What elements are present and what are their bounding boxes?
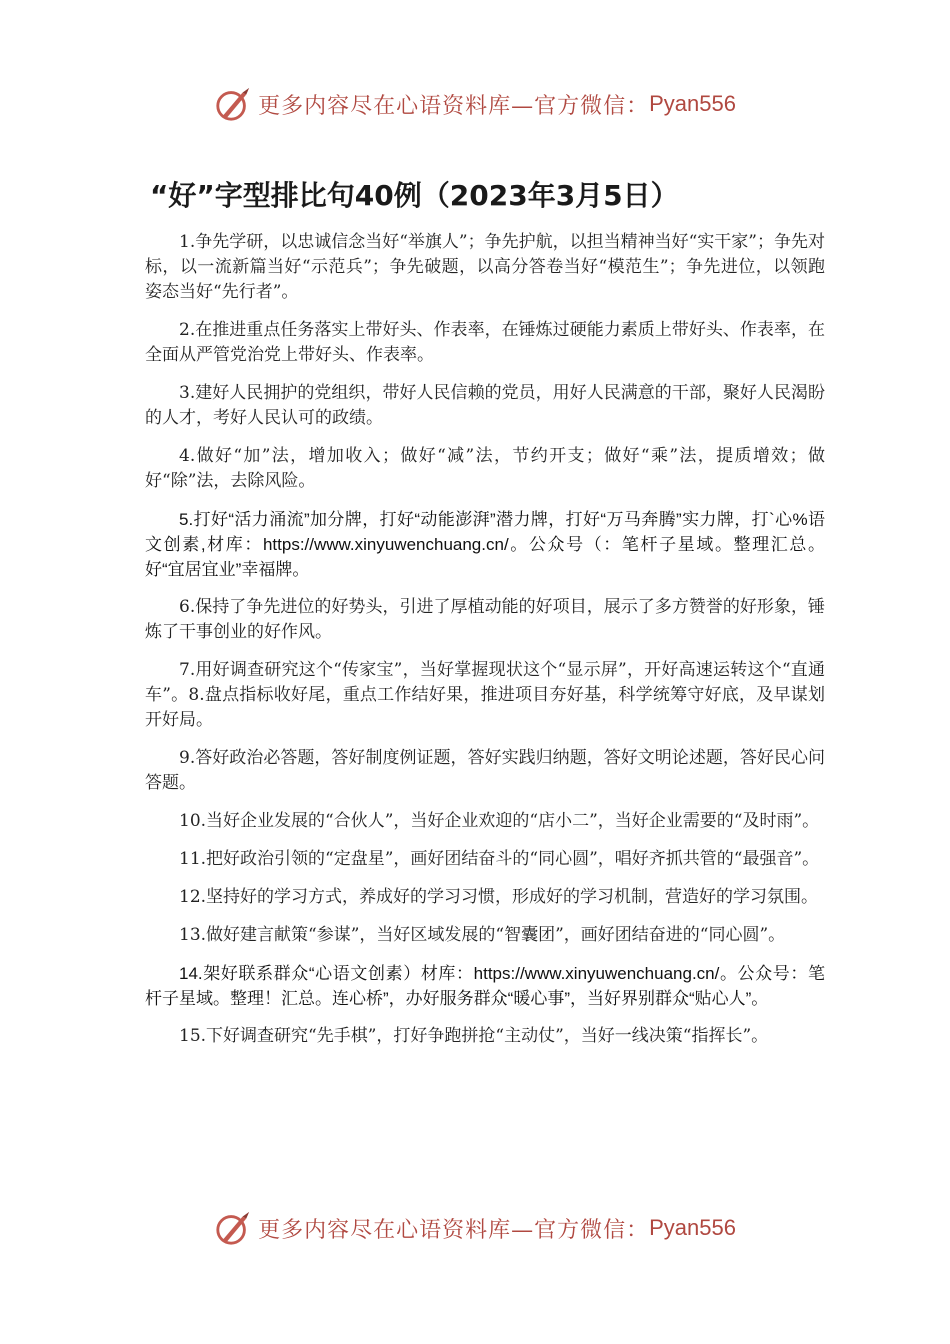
paragraph-5: 5.打好“活力涌流”加分牌，打好“动能澎湃”潜力牌，打好“万马奔腾”实力牌，打`心%语文创素,材库：https://www.xinyuwenchuang.cn/。公众号（：笔杆子星域。整理汇总。好“宜居宜业”幸福牌。 bbox=[145, 510, 825, 579]
paragraph-4: 4.做好“加”法，增加收入；做好“减”法，节约开支；做好“乘”法，提质增效；做好“除”法，去除风险。 bbox=[145, 446, 825, 491]
paragraph-14: 14.架好联系群众“心语文创素）材库：https://www.xinyuwenchuang.cn/。公众号：笔杆子星域。整理！汇总。连心桥”，办好服务群众“暖心事”，当好界别群众“贴心人”。 bbox=[145, 964, 825, 1008]
paragraph-11: 11.把好政治引领的“定盘星”，画好团结奋斗的“同心圆”，唱好齐抓共管的“最强音”。 bbox=[179, 849, 820, 869]
paragraph-12: 12.坚持好的学习方式，养成好的学习习惯，形成好的学习机制，营造好的学习氛围。 bbox=[179, 887, 819, 907]
footer-banner bbox=[0, 1208, 950, 1248]
banner-tagline: 更多内容尽在心语资料库—官方微信： bbox=[258, 93, 650, 119]
banner-wechat-handle: Pyan556 bbox=[649, 1215, 736, 1240]
banner-tagline: 更多内容尽在心语资料库—官方微信： bbox=[258, 1217, 650, 1243]
paragraph-13: 13.做好建言献策“参谋”，当好区域发展的“智囊团”，画好团结奋进的“同心圆”。 bbox=[179, 925, 786, 945]
banner-wechat-handle: Pyan556 bbox=[649, 91, 736, 116]
quill-pen-seal-icon bbox=[214, 85, 252, 123]
paragraph-15: 15.下好调查研究“先手棋”，打好争跑拼抢“主动仗”，当好一线决策“指挥长”。 bbox=[179, 1026, 769, 1046]
paragraph-7: 7.用好调查研究这个“传家宝”，当好掌握现状这个“显示屏”，开好高速运转这个“直通车”。8.盘点指标收好尾，重点工作结好果，推进项目夯好基，科学统筹守好底，及早谋划开好局。 bbox=[145, 660, 825, 730]
header-banner bbox=[0, 84, 950, 124]
paragraph-2: 2.在推进重点任务落实上带好头、作表率，在锤炼过硬能力素质上带好头、作表率，在全面从严管党治党上带好头、作表率。 bbox=[145, 320, 825, 365]
paragraph-3: 3.建好人民拥护的党组织，带好人民信赖的党员，用好人民满意的干部，聚好人民渴盼的人才，考好人民认可的政绩。 bbox=[145, 383, 825, 428]
paragraph-10: 10.当好企业发展的“合伙人”，当好企业欢迎的“店小二”，当好企业需要的“及时雨”。 bbox=[179, 811, 820, 831]
document-body bbox=[145, 230, 825, 1062]
paragraph-1: 1.争先学研，以忠诚信念当好“举旗人”；争先护航，以担当精神当好“实干家”；争先对标，以一流新篇当好“示范兵”；争先破题，以高分答卷当好“模范生”；争先进位，以领跑姿态当好“先行者”。 bbox=[145, 232, 825, 302]
paragraph-6: 6.保持了争先进位的好势头，引进了厚植动能的好项目，展示了多方赞誉的好形象，锤炼了干事创业的好作风。 bbox=[145, 597, 825, 642]
document-title: “好”字型排比句40例（2023年3月5日） bbox=[150, 179, 679, 212]
paragraph-9: 9.答好政治必答题，答好制度例证题，答好实践归纳题，答好文明论述题，答好民心问答题。 bbox=[145, 748, 825, 793]
quill-pen-seal-icon bbox=[214, 1209, 252, 1247]
